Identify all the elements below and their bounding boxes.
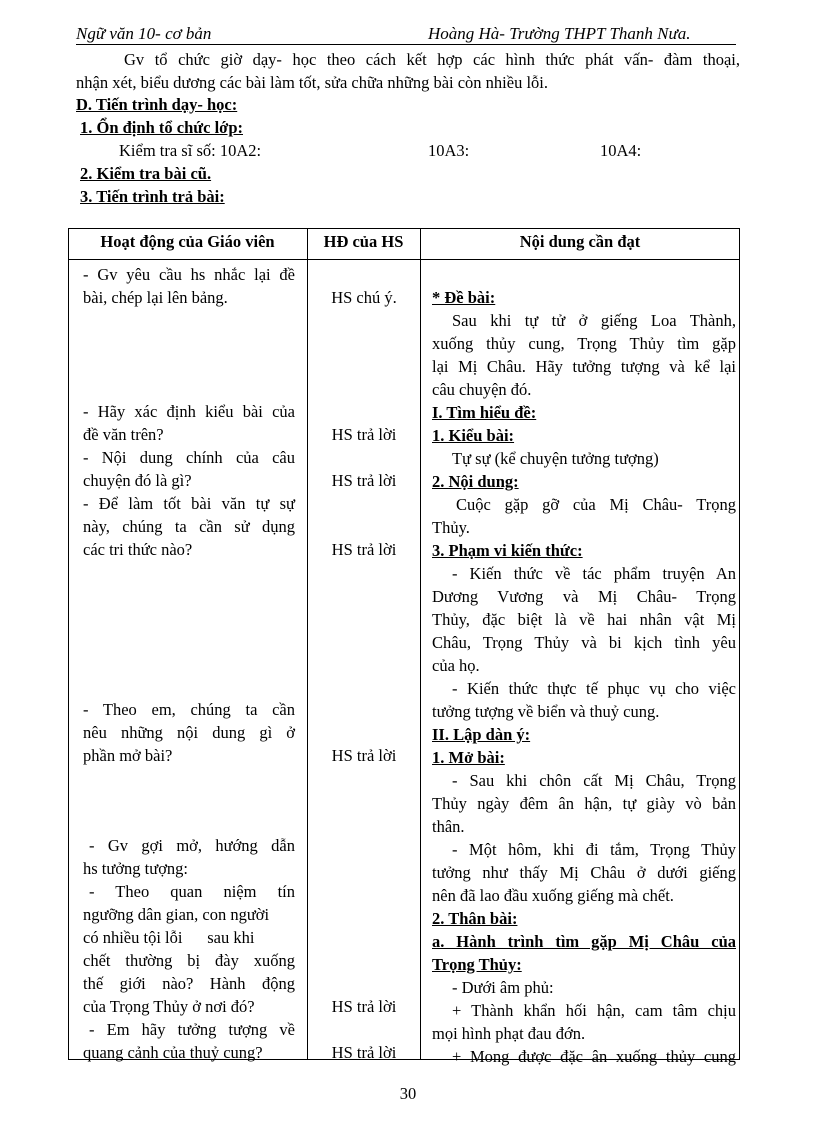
- step-2-heading: 2. Kiểm tra bài cũ.: [80, 164, 212, 183]
- content-block: * Đề bài: Sau khi tự tử ở giếng Loa Thành, xuống thủy cung, Trọng Thủy tìm gặp lại Mị Châu. Hãy tưởng tượng và kể lại câu chuyện đó. I. Tìm hiểu đề: 1. Kiểu bài: Tự sự (kể chuyện tưởng tượng) 2. Nội dung: Cuộc gặp gỡ của Mị Châu- Trọng Thủy. 3. Phạm vi kiến thức: - Kiến thức về tác phẩm truyện An Dương Vương và Mị Châu- Trọng Thủy, đặc biệt là về hai nhân vật Mị Châu, Trọng Thủy và bi kịch tình yêu của họ. - Kiến thức thực tế phục vụ cho việc tưởng tượng về biển và thuỷ cung. II. Lập dàn ý: 1. Mở bài: - Sau khi chôn cất Mị Châu, Trọng Thủy ngày đêm ân hận, tự giày vò bản thân. - Một hôm, khi đi tắm, Trọng Thủy tưởng như thấy Mị Châu ở dưới giếng nên đã lao đầu xuống giếng mà chết. 2. Thân bài: a. Hành trình tìm gặp Mị Châu của Trọng Thủy: - Dưới âm phủ: + Thành khẩn hối hận, cam tâm chịu mọi hình phạt đau đớn. + Mong được đặc ân xuống thủy cung: [432, 288, 736, 1066]
- teacher-activity-1: - Gv yêu cầu hs nhắc lại đề bài, chép lại lên bảng.: [83, 265, 295, 307]
- step-3-heading: 3. Tiến trình trả bài:: [80, 187, 225, 206]
- teacher-activity-3: - Theo em, chúng ta cần nêu những nội dung gì ở phần mở bài?: [83, 700, 295, 765]
- hanh-trinh-heading: a. Hành trình tìm gặp Mị Châu của: [432, 932, 736, 951]
- student-activity-3: HS trả lời: [331, 471, 397, 490]
- student-activity-4: HS trả lời: [331, 540, 397, 559]
- student-activity-1: HS chú ý.: [331, 288, 397, 307]
- section-d-heading: D. Tiến trình dạy- học:: [76, 95, 238, 114]
- kieu-bai-heading: 1. Kiểu bài:: [432, 426, 515, 445]
- tim-hieu-de-heading: I. Tìm hiểu đề:: [432, 403, 537, 422]
- header-left: Ngữ văn 10- cơ bản: [76, 24, 212, 43]
- pham-vi-heading: 3. Phạm vi kiến thức:: [432, 541, 583, 560]
- teacher-activity-2: - Hãy xác định kiểu bài của đề văn trên? - Nội dung chính của câu chuyện đó là gì? - Để làm tốt bài văn tự sự này, chúng ta cần sử dụng các tri thức nào?: [83, 402, 295, 559]
- noi-dung-heading: 2. Nội dung:: [432, 472, 519, 491]
- intro-line-2: nhận xét, biểu dương các bài làm tốt, sửa chữa những bài còn nhiều lỗi.: [76, 73, 548, 92]
- student-activity-5: HS trả lời: [331, 746, 397, 765]
- table-header-teacher: Hoạt động của Giáo viên: [100, 232, 275, 251]
- mo-bai-heading: 1. Mở bài:: [432, 748, 505, 767]
- header-right: Hoàng Hà- Trường THPT Thanh Nưa.: [428, 24, 691, 43]
- student-activity-7: HS trả lời: [331, 1043, 397, 1062]
- intro-paragraph: [76, 48, 740, 94]
- attendance-class-2: 10A3:: [428, 141, 470, 160]
- attendance-class-3: 10A4:: [600, 141, 642, 160]
- than-bai-heading: 2. Thân bài:: [432, 909, 518, 928]
- intro-line-1: Gv tổ chức giờ dạy- học theo cách kết hợp các hình thức phát vấn- đàm thoại,: [124, 50, 740, 69]
- table-divider-1: [307, 228, 308, 1060]
- student-activity-2: HS trả lời: [331, 425, 397, 444]
- table-header-content: Nội dung cần đạt: [519, 232, 641, 251]
- lap-dan-y-heading: II. Lập dàn ý:: [432, 725, 531, 744]
- teacher-activity-4: - Gv gợi mở, hướng dẫn hs tưởng tượng: - Theo quan niệm tín ngưỡng dân gian, con người có nhiều tội lỗi sau khi chết thường bị đày xuống thế giới nào? Hành động của Trọng Thủy ở nơi đó? - Em hãy tưởng tượng về quang cảnh của thuỷ cung?: [83, 836, 295, 1062]
- header-rule: [76, 44, 736, 45]
- step-1-heading: 1. Ổn định tổ chức lớp:: [80, 118, 243, 137]
- table-divider-2: [420, 228, 421, 1060]
- student-activity-6: HS trả lời: [331, 997, 397, 1016]
- de-bai-heading: * Đề bài:: [432, 288, 496, 307]
- attendance-label: Kiểm tra sĩ số: 10A2:: [119, 141, 262, 160]
- table-header-student: HĐ của HS: [323, 232, 404, 251]
- table-header-rule: [68, 259, 740, 260]
- page-number: 30: [399, 1084, 417, 1103]
